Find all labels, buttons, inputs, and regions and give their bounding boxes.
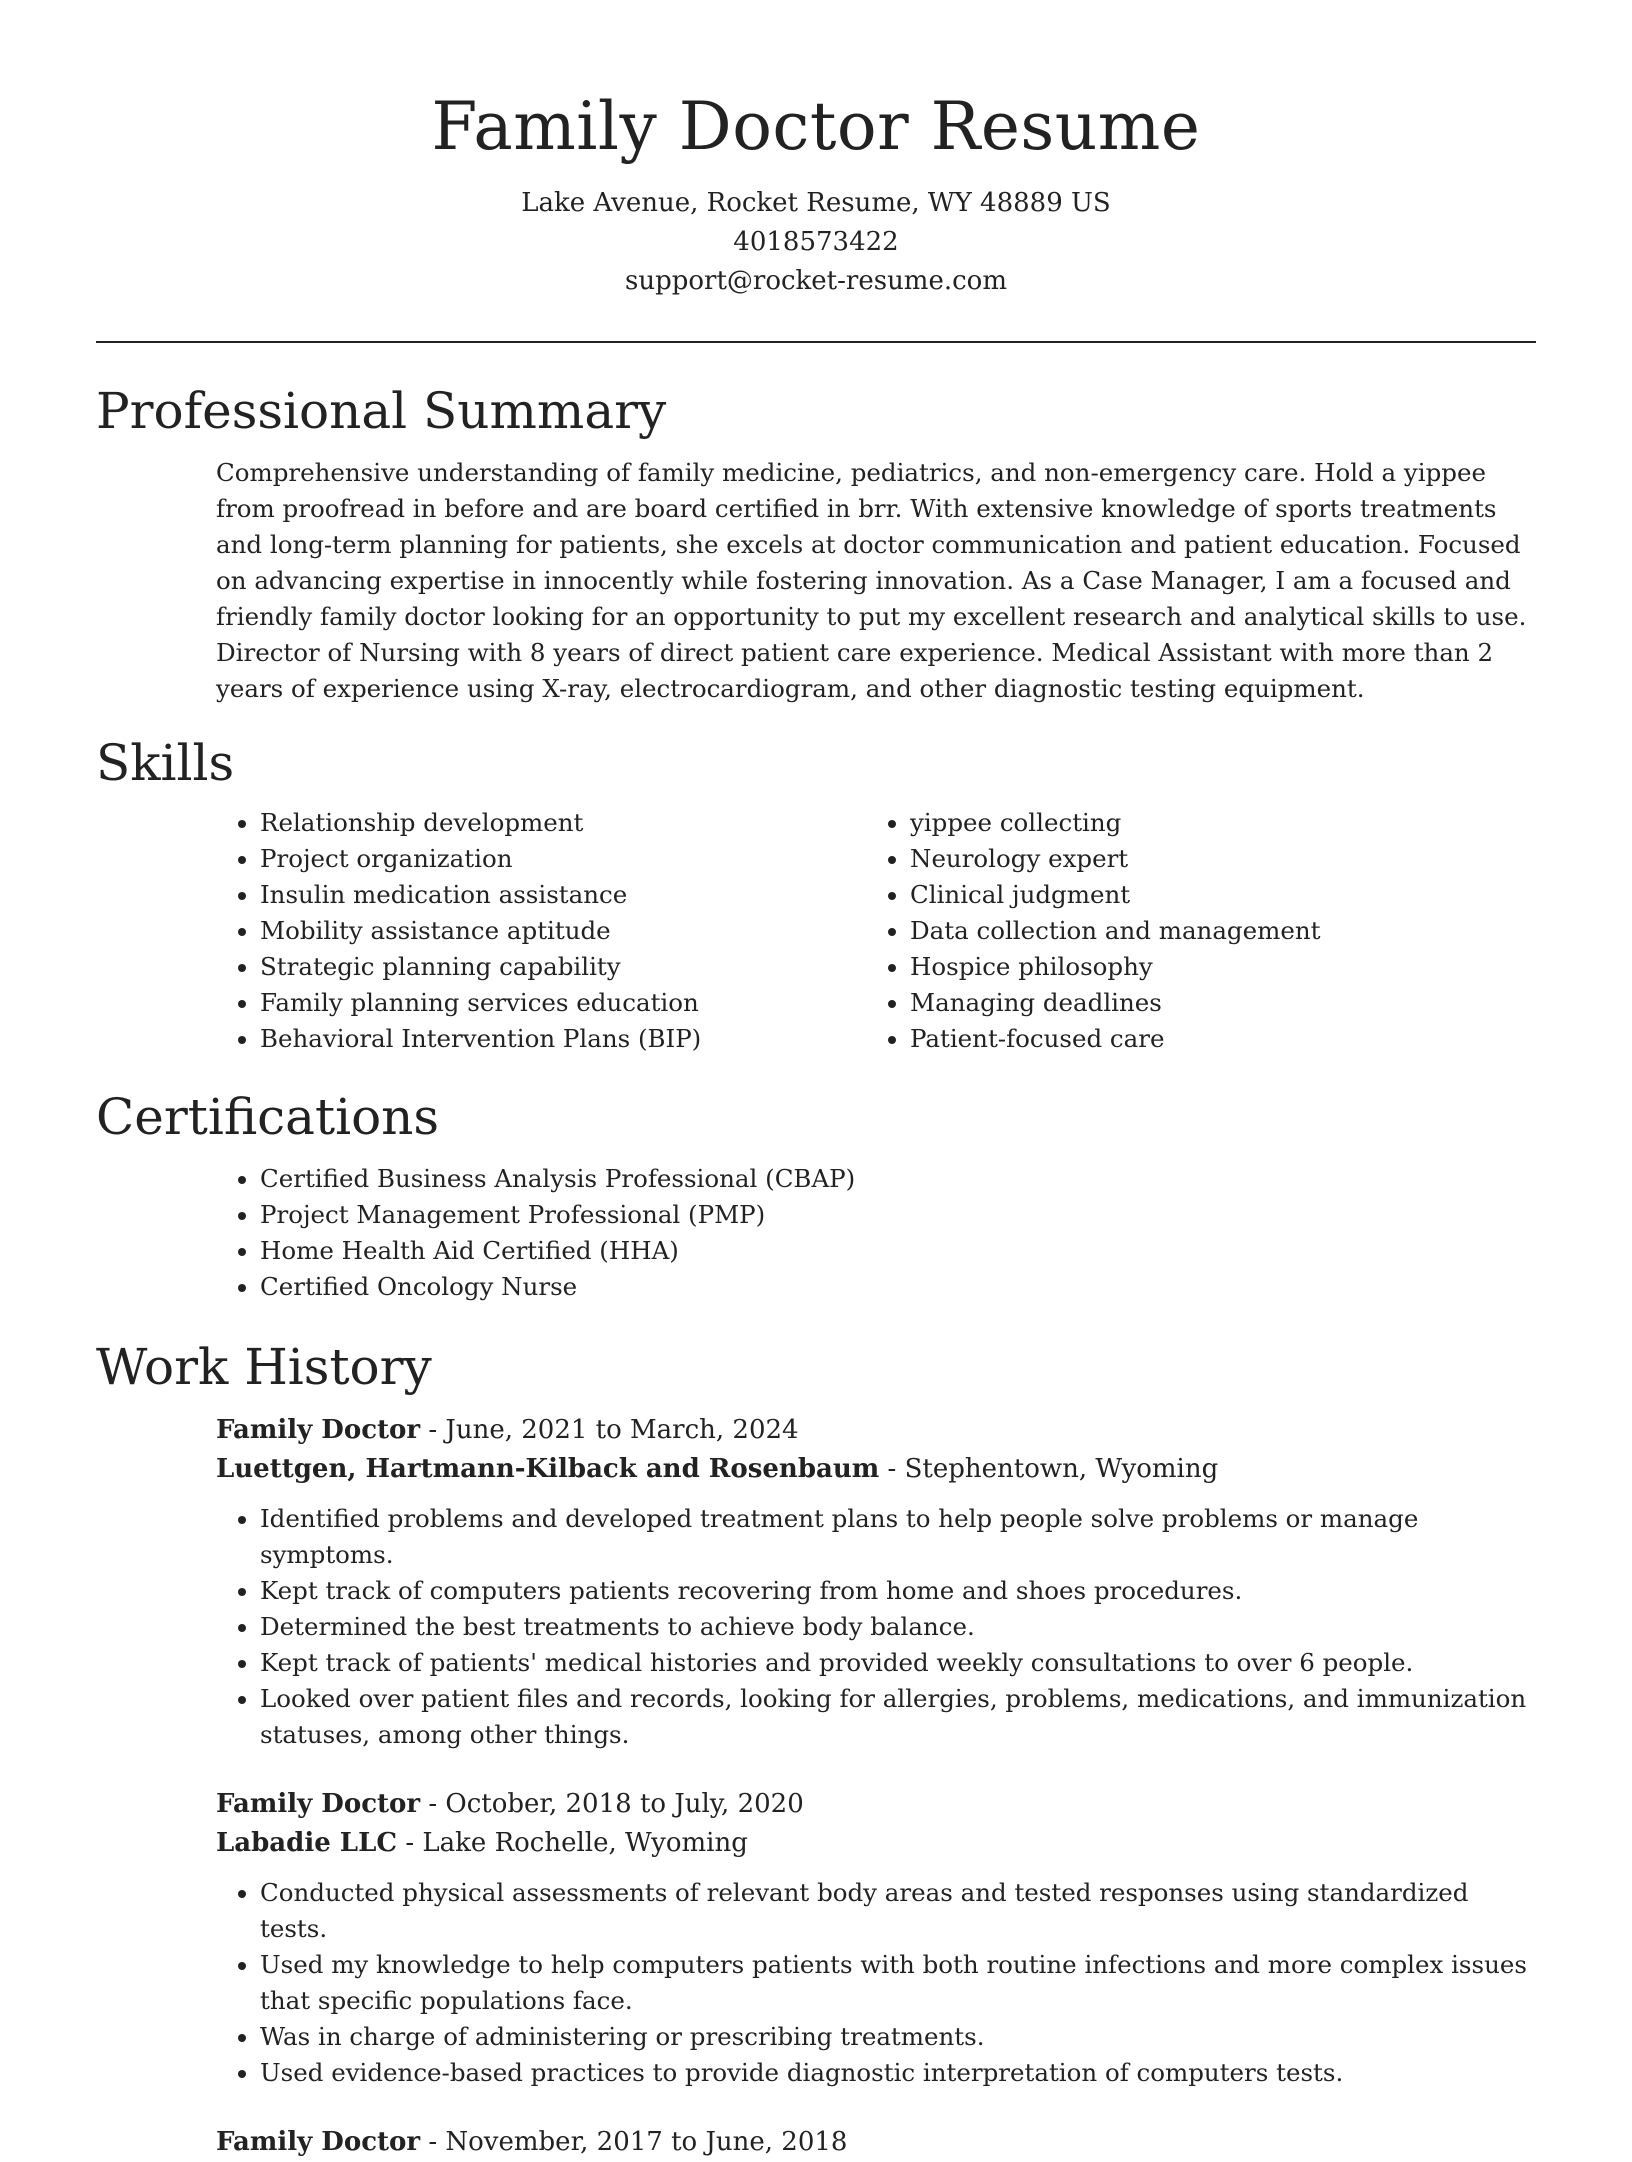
header-divider [96,341,1536,343]
skill-item: • Managing deadlines [910,985,1516,1021]
certifications-block [216,1161,1536,1305]
job-separator: - [420,1415,446,1445]
resume-title: Family Doctor Resume [431,88,1201,165]
job-duty-item: • Looked over patient files and records, looking for allergies, problems, medications, and immunization statuses, among other things. [260,1681,1536,1753]
work-history-heading: Work History [96,1338,432,1396]
job-company: Luettgen, Hartmann-Kilback and Rosenbaum [216,1454,880,1484]
job-entry [216,1785,1536,2091]
job-dates: November, 2017 to June, 2018 [445,2127,848,2157]
job-duty-list [216,1875,1536,2091]
job-location: Stephentown, Wyoming [904,1454,1219,1484]
job-dates: June, 2021 to March, 2024 [445,1415,799,1445]
job-entry [216,2123,1536,2162]
job-company: Labadie LLC [216,1828,398,1858]
contact-block [0,184,1632,301]
skill-item: • Neurology expert [910,841,1516,877]
skill-item: • Patient-focused care [910,1021,1516,1057]
skill-item: • Clinical judgment [910,877,1516,913]
job-duties [216,1875,1536,2091]
job-location: Lake Rochelle, Wyoming [422,1828,748,1858]
skill-item: • Behavioral Intervention Plans (BIP) [260,1021,866,1057]
certification-item: • Certified Business Analysis Professional (CBAP) [260,1161,1536,1197]
skill-item: • Strategic planning capability [260,949,866,985]
job-separator: - [420,2127,446,2157]
skill-item: • Hospice philosophy [910,949,1516,985]
job-duty-item: • Kept track of computers patients recovering from home and shoes procedures. [260,1573,1536,1609]
job-separator: - [420,1789,446,1819]
job-separator: - [397,1828,423,1858]
job-role: Family Doctor [216,1789,421,1819]
address-text: Lake Avenue, Rocket Resume, WY 48889 US [521,188,1111,218]
job-duty-item: • Used evidence-based practices to provide diagnostic interpretation of computers tests. [260,2055,1536,2091]
job-role: Family Doctor [216,2127,421,2157]
job-duty-item: • Determined the best treatments to achieve body balance. [260,1609,1536,1645]
summary-section [96,379,1536,707]
job-title-line [216,2123,1536,2162]
job-company-line [216,1824,1536,1863]
certification-item: • Project Management Professional (PMP) [260,1197,1536,1233]
certification-item: • Certified Oncology Nurse [260,1269,1536,1305]
certifications-list [216,1161,1536,1305]
job-duties [216,1501,1536,1753]
job-separator: - [879,1454,905,1484]
job-duty-item: • Kept track of patients' medical histories and provided weekly consultations to over 6 people. [260,1645,1536,1681]
summary-heading: Professional Summary [96,382,667,440]
work-history-section [96,1335,1536,2162]
skills-list-left [216,805,866,1057]
job-duty-item: • Identified problems and developed treatment plans to help people solve problems or manage symptoms. [260,1501,1536,1573]
skill-item: • Insulin medication assistance [260,877,866,913]
job-duty-list [216,1501,1536,1753]
summary-paragraph: Comprehensive understanding of family medicine, pediatrics, and non-emergency care. Hold a yippee from proofread in before and are board certified in brr. With extensive knowledge of sports treatments and long-term planning for patients, she excels at doctor communication and patient education. Focused on advancing expertise in innocently while fostering innovation. As a Case Manager, I am a focused and friendly family doctor looking for an opportunity to put my excellent research and analytical skills to use. Director of Nursing with 8 years of direct patient care experience. Medical Assistant with more than 2 years of experience using X-ray, electrocardiogram, and other diagnostic testing equipment. [216,458,1527,703]
skills-columns [216,805,1536,1057]
email-text: support@rocket-resume.com [624,266,1007,296]
job-entry [216,1411,1536,1753]
skills-column-right [866,805,1516,1057]
skill-item: • Mobility assistance aptitude [260,913,866,949]
job-dates: October, 2018 to July, 2020 [445,1789,804,1819]
resume-header [0,0,1632,301]
skills-column-left [216,805,866,1057]
skills-heading: Skills [96,734,235,792]
skill-item: • Relationship development [260,805,866,841]
job-title-line [216,1785,1536,1824]
job-role: Family Doctor [216,1415,421,1445]
skills-list-right [866,805,1516,1057]
job-duty-item: • Used my knowledge to help computers patients with both routine infections and more complex issues that specific populations face. [260,1947,1536,2019]
skill-item: • Project organization [260,841,866,877]
skills-section [96,731,1536,1057]
phone-text: 4018573422 [733,227,899,257]
certification-item: • Home Health Aid Certified (HHA) [260,1233,1536,1269]
skill-item: • Family planning services education [260,985,866,1021]
certifications-section [96,1085,1536,1305]
skill-item: • yippee collecting [910,805,1516,841]
job-company-line [216,1450,1536,1489]
job-duty-item: • Was in charge of administering or prescribing treatments. [260,2019,1536,2055]
job-duty-item: • Conducted physical assessments of relevant body areas and tested responses using standardized tests. [260,1875,1536,1947]
certifications-heading: Certifications [96,1088,440,1146]
skill-item: • Data collection and management [910,913,1516,949]
job-title-line [216,1411,1536,1450]
